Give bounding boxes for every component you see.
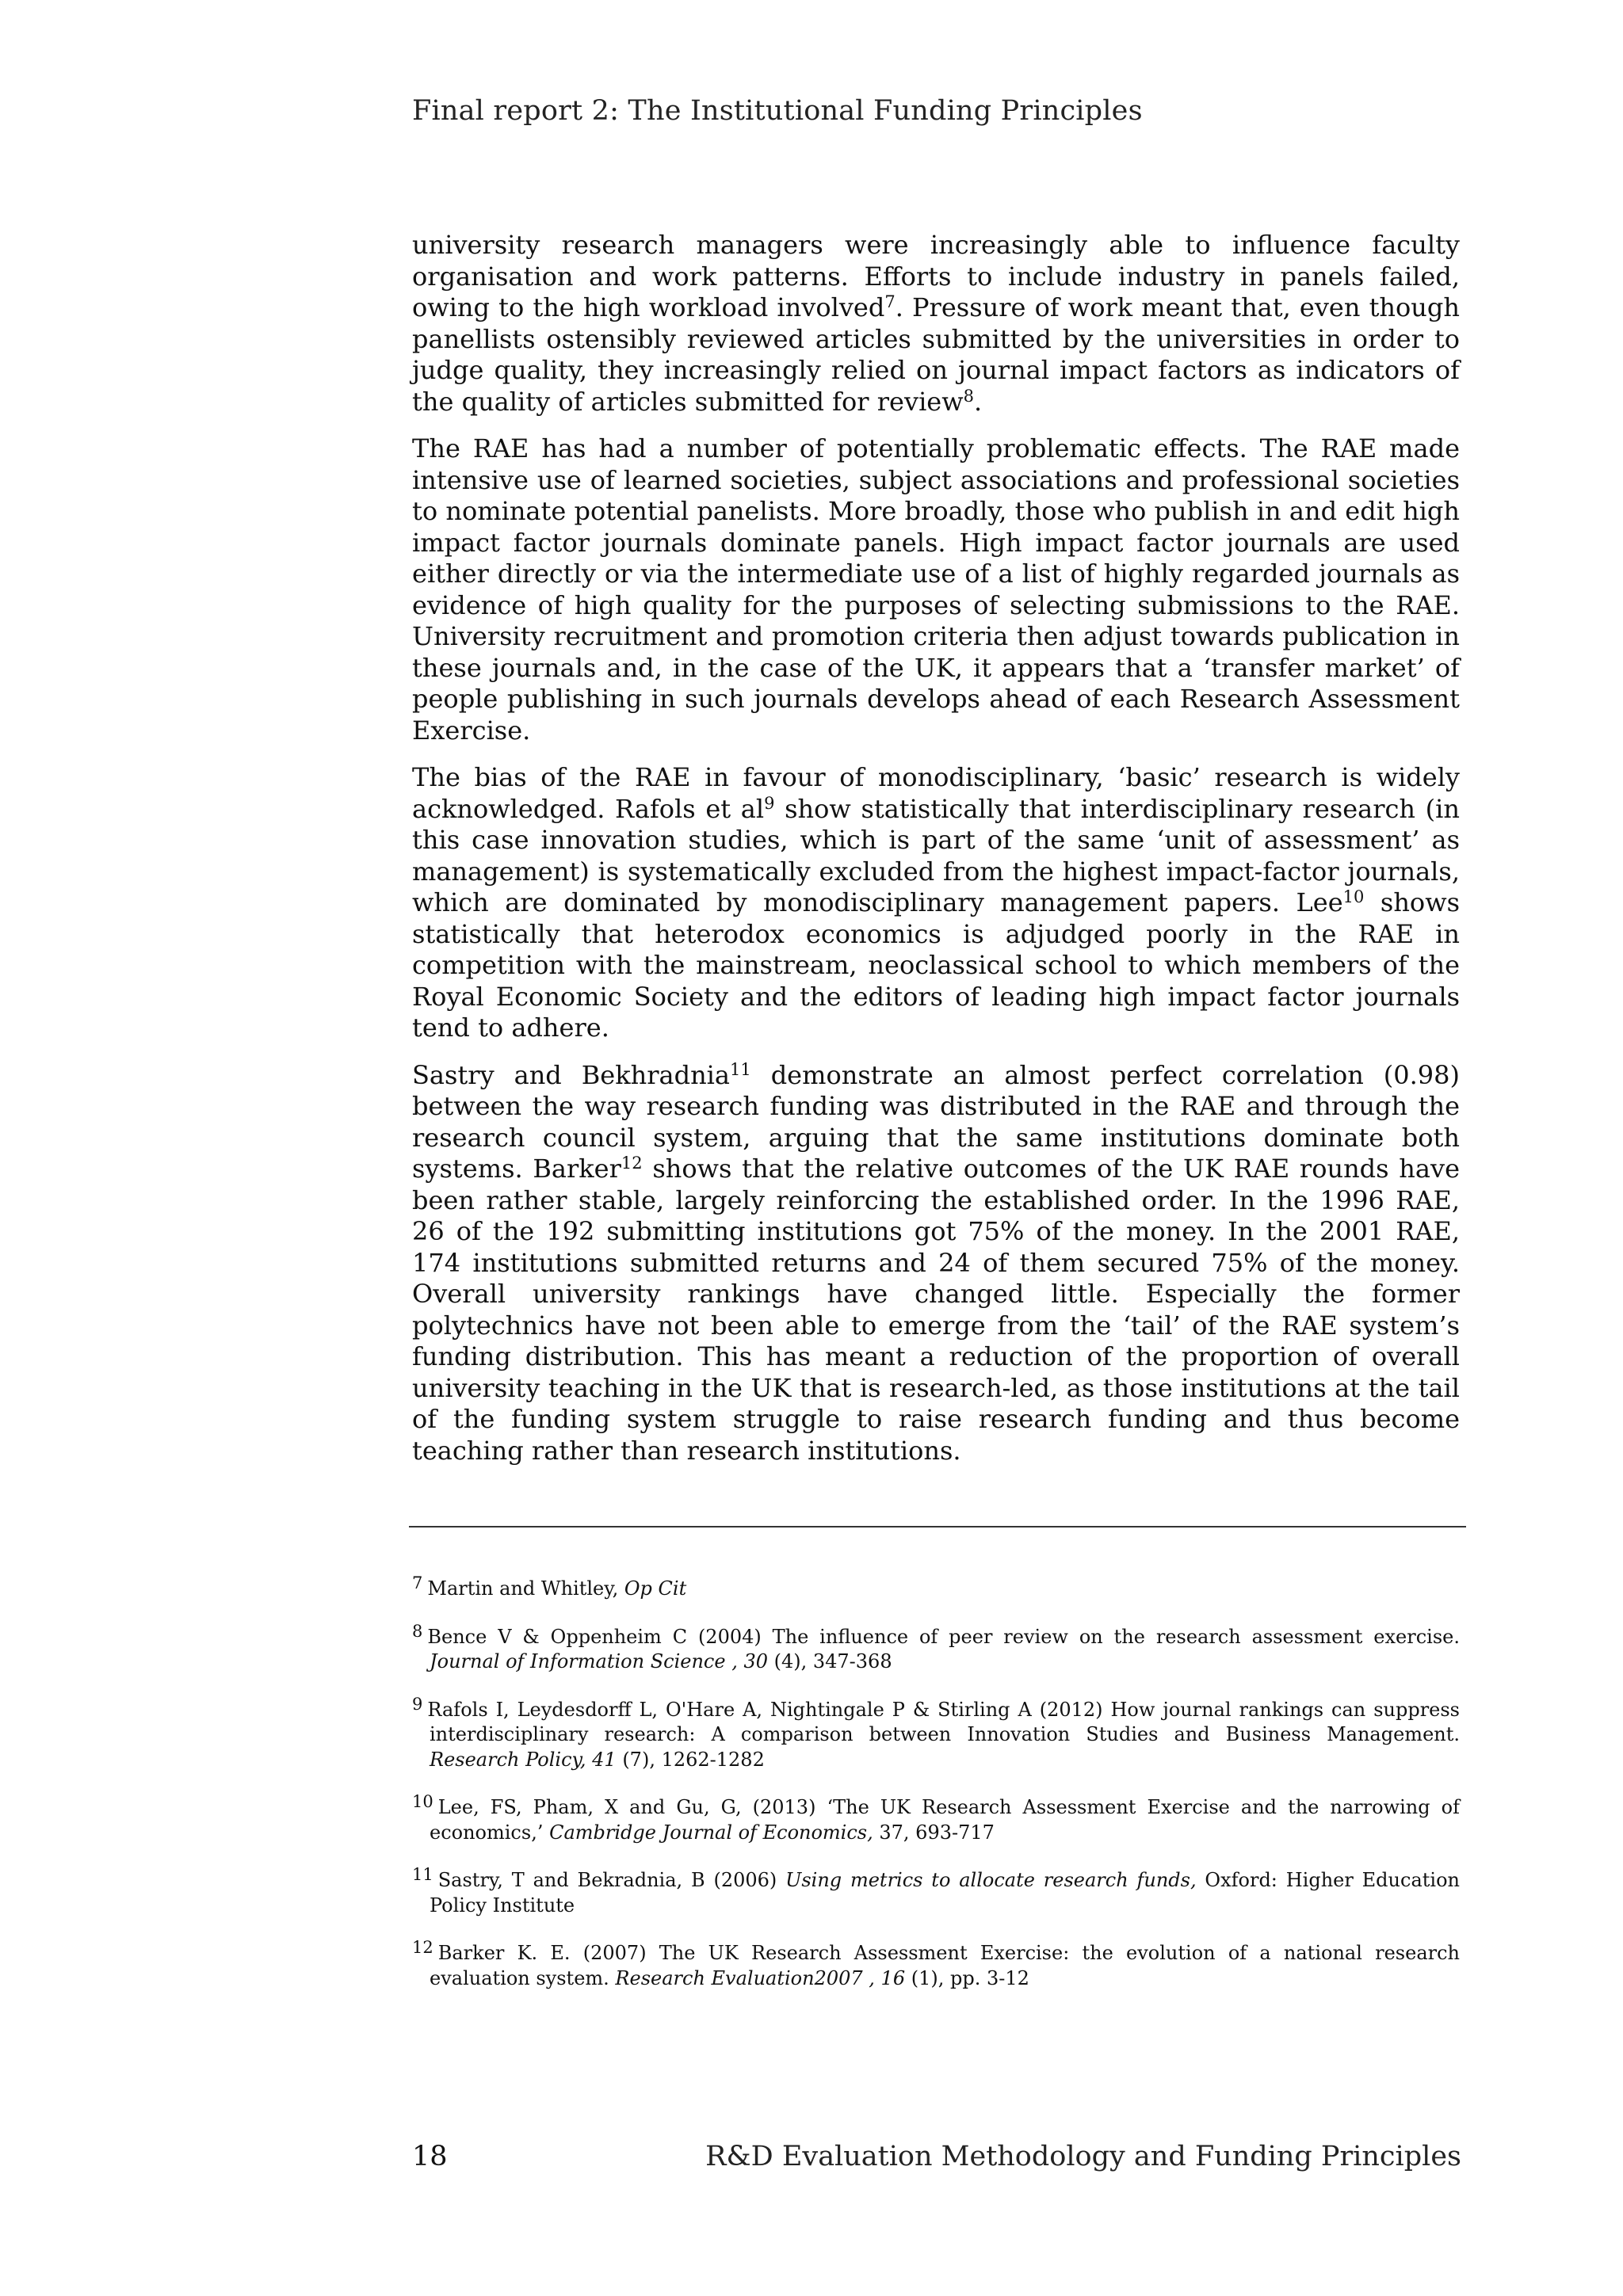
paragraph-4 bbox=[412, 1060, 1460, 1467]
paragraph-4-text-c: shows that the relative outcomes of the UK RAE rounds have been rather stable, largely reinforcing the established order. In the 1996 RAE, 26 of the 192 submitting institutions got 75% of the money. In the 2001 RAE, 174 institutions submitted returns and 24 of them secured 75% of the money. Overall university rankings have changed little. Especially the former polytechnics have not been able to emerge from the ‘tail’ of the RAE system’s funding distribution. This has meant a reduction of the proportion of overall university teaching in the UK that is research-led, as those institutions at the tail of the funding system struggle to raise research funding and thus become teaching rather than research institutions. bbox=[412, 1154, 1461, 1466]
footnote-11 bbox=[412, 1865, 1460, 1918]
footnote-tail: (1), pp. 3-12 bbox=[905, 1966, 1029, 1989]
footnote-8 bbox=[412, 1621, 1460, 1675]
footnote-number: 7 bbox=[412, 1573, 423, 1592]
footnote-text: Bence V & Oppenheim C (2004) The influence of peer review on the research assessment exercise. bbox=[427, 1625, 1460, 1648]
footnote-number: 11 bbox=[412, 1865, 433, 1884]
footnote-ref-11[interactable]: 11 bbox=[730, 1059, 751, 1079]
paragraph-1 bbox=[412, 230, 1460, 418]
footnote-number: 10 bbox=[412, 1792, 433, 1811]
footnotes bbox=[412, 1573, 1460, 2014]
paragraph-1-text-b: . Pressure of work meant that, even though panellists ostensibly reviewed articles submitted by the universities in order to judge quality, they increasingly relied on journal impact factors as indicators of the quality of articles submitted for review bbox=[412, 292, 1461, 417]
paragraph-3-text-a: The bias of the RAE in favour of monodisciplinary, ‘basic’ research is widely acknowledged. Rafols et al bbox=[412, 762, 1460, 824]
footnote-tail: 37, 693-717 bbox=[873, 1821, 995, 1844]
running-footer: R&D Evaluation Methodology and Funding Principles bbox=[705, 2141, 1461, 2172]
footnote-text: Barker K. E. (2007) The UK Research Assessment Exercise: the evolution of a national research evaluation system. bbox=[430, 1942, 1460, 1989]
footnote-italic: Research Policy, 41 bbox=[430, 1748, 617, 1771]
footnote-separator bbox=[409, 1526, 1466, 1527]
body-text bbox=[412, 230, 1460, 1482]
footnote-ref-12[interactable]: 12 bbox=[621, 1154, 643, 1173]
footnote-tail: Oxford: Higher Education Policy Institute bbox=[430, 1869, 1460, 1917]
footnote-ref-7[interactable]: 7 bbox=[884, 292, 896, 311]
footnote-number: 8 bbox=[412, 1621, 423, 1641]
footnote-italic: Research Evaluation2007 , 16 bbox=[615, 1966, 906, 1989]
running-header: Final report 2: The Institutional Funding Principles bbox=[412, 95, 1143, 127]
footnote-12 bbox=[412, 1938, 1460, 1991]
footnote-text: Martin and Whitley, bbox=[427, 1577, 624, 1600]
footnote-text: Rafols I, Leydesdorff L, O'Hare A, Nightingale P & Stirling A (2012) How journal rankings can suppress interdisciplinary research: A comparison between Innovation Studies and Business Management. bbox=[427, 1698, 1460, 1745]
footnote-tail: (4), 347-368 bbox=[767, 1650, 892, 1672]
footnote-tail: (7), 1262-1282 bbox=[616, 1748, 765, 1771]
footnote-9 bbox=[412, 1694, 1460, 1773]
footnote-text: Sastry, T and Bekradnia, B (2006) bbox=[437, 1869, 786, 1891]
paragraph-3-text-b: show statistically that interdisciplinary research (in this case innovation studies, which is part of the same ‘unit of assessment’ as management) is systematically excluded from the highest impact-factor journals, which are dominated by monodisciplinary management papers. Lee bbox=[412, 793, 1460, 917]
paragraph-1-text-c: . bbox=[974, 386, 983, 417]
footnote-text: Lee, FS, Pham, X and Gu, G, (2013) ‘The UK Research Assessment Exercise and the narrowing of economics,’ bbox=[430, 1796, 1460, 1844]
footnote-italic: Op Cit bbox=[624, 1577, 687, 1600]
paragraph-3 bbox=[412, 762, 1460, 1044]
footnote-italic: Cambridge Journal of Economics, bbox=[549, 1821, 873, 1844]
footnote-italic: Journal of Information Science , 30 bbox=[430, 1650, 768, 1672]
footnote-ref-9[interactable]: 9 bbox=[764, 793, 775, 813]
footnote-ref-8[interactable]: 8 bbox=[963, 386, 974, 406]
footnote-7 bbox=[412, 1573, 1460, 1602]
paragraph-4-text-a: Sastry and Bekhradnia bbox=[412, 1059, 730, 1090]
paragraph-3-text-c: shows statistically that heterodox economics is adjudged poorly in the RAE in competition with the mainstream, neoclassical school to which members of the Royal Economic Society and the editors of leading high impact factor journals tend to adhere. bbox=[412, 887, 1461, 1043]
page-number: 18 bbox=[412, 2141, 448, 2172]
paragraph-4-text-b: demonstrate an almost perfect correlation (0.98) between the way research funding was distributed in the RAE and through the research council system, arguing that the same institutions dominate both systems. Barker bbox=[412, 1059, 1461, 1184]
footnote-italic: Using metrics to allocate research funds, bbox=[785, 1869, 1197, 1891]
paragraph-2: The RAE has had a number of potentially problematic effects. The RAE made intensive use of learned societies, subject associations and professional societies to nominate potential panelists. More broadly, those who publish in and edit high impact factor journals dominate panels. High impact factor journals are used either directly or via the intermediate use of a list of highly regarded journals as evidence of high quality for the purposes of selecting submissions to the RAE. University recruitment and promotion criteria then adjust towards publication in these journals and, in the case of the UK, it appears that a ‘transfer market’ of people publishing in such journals develops ahead of each Research Assessment Exercise. bbox=[412, 433, 1460, 746]
footnote-number: 12 bbox=[412, 1938, 433, 1957]
footnote-10 bbox=[412, 1792, 1460, 1845]
footnote-ref-10[interactable]: 10 bbox=[1342, 887, 1365, 906]
footnote-number: 9 bbox=[412, 1694, 423, 1714]
paragraph-1-text-a: university research managers were increasingly able to influence faculty organisation and work patterns. Efforts to include industry in panels failed, owing to the high workload involved bbox=[412, 230, 1460, 322]
